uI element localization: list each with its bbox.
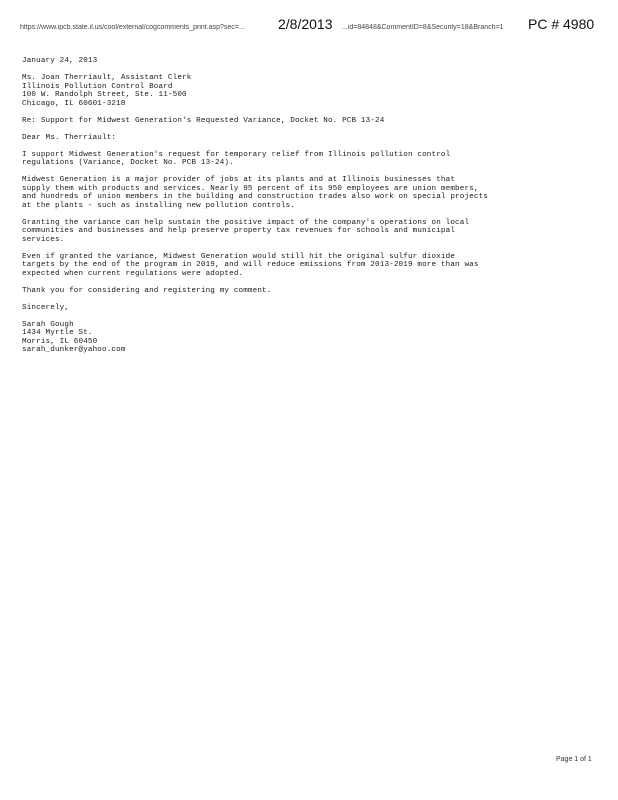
recipient-line: Ms. Joan Therriault, Assistant Clerk — [22, 74, 192, 82]
source-url: https://www.ipcb.state.il.us/cool/external/cogcomments_print.asp?sec=... — [20, 24, 245, 31]
recipient-block — [22, 74, 592, 108]
recipient-line: 100 W. Randolph Street, Ste. 11-500 — [22, 91, 187, 99]
paragraph — [22, 287, 592, 296]
paragraph-line: supply them with products and services. Nearly 95 percent of its 950 employees are union members, — [22, 184, 479, 193]
closing: Sincerely, — [22, 303, 70, 312]
paragraph — [22, 176, 592, 210]
date-stamp: 2/8/2013 — [278, 16, 333, 32]
paragraph — [22, 253, 592, 279]
paragraph — [22, 151, 592, 168]
paragraph-line: Midwest Generation is a major provider of jobs at its plants and at Illinois businesses that — [22, 176, 456, 184]
letter-body — [22, 57, 592, 363]
recipient-line: Chicago, IL 60601-3218 — [22, 99, 126, 108]
paragraph-line: services. — [22, 235, 65, 244]
paragraph-line: Granting the variance can help sustain the positive impact of the company's operations on local — [22, 218, 470, 227]
signer-email: sarah_dunker@yahoo.com — [22, 346, 126, 354]
signer-name: Sarah Gough — [22, 320, 74, 329]
page-header — [20, 18, 600, 34]
letter-date: January 24, 2013 — [22, 57, 98, 65]
paragraph-line: and hundreds of union members in the building and construction trades also work on special projects — [22, 193, 488, 201]
paragraph-line: expected when current regulations were adopted. — [22, 269, 244, 278]
recipient-line: Illinois Pollution Control Board — [22, 82, 173, 91]
paragraph-line: targets by the end of the program in 2019, and will reduce emissions from 2013-2019 more than was — [22, 261, 479, 269]
paragraph-line: Even if granted the variance, Midwest Generation would still hit the original sulfur dioxide — [22, 252, 456, 261]
paragraph-line: I support Midwest Generation's request for temporary relief from Illinois pollution control — [22, 150, 451, 159]
signer-city: Morris, IL 60450 — [22, 337, 98, 346]
salutation: Dear Ms. Therriault: — [22, 133, 117, 142]
paragraph-line: Thank you for considering and registering my comment. — [22, 286, 272, 295]
page-number: Page 1 of 1 — [556, 756, 592, 763]
signer-street: 1434 Myrtle St. — [22, 329, 93, 337]
paragraph-line: at the plants - such as installing new pollution controls. — [22, 201, 296, 210]
source-url-tail: ...id=84848&CommentID=8&Security=18&Branch=1 — [342, 24, 504, 31]
subject-line: Re: Support for Midwest Generation's Requested Variance, Docket No. PCB 13-24 — [22, 116, 385, 125]
paragraph-line: communities and businesses and help preserve property tax revenues for schools and municipal — [22, 227, 456, 235]
paragraph — [22, 219, 592, 245]
signature-block — [22, 321, 592, 355]
paragraph-line: regulations (Variance, Docket No. PCB 13-24). — [22, 159, 234, 167]
pc-number: PC # 4980 — [528, 16, 595, 32]
